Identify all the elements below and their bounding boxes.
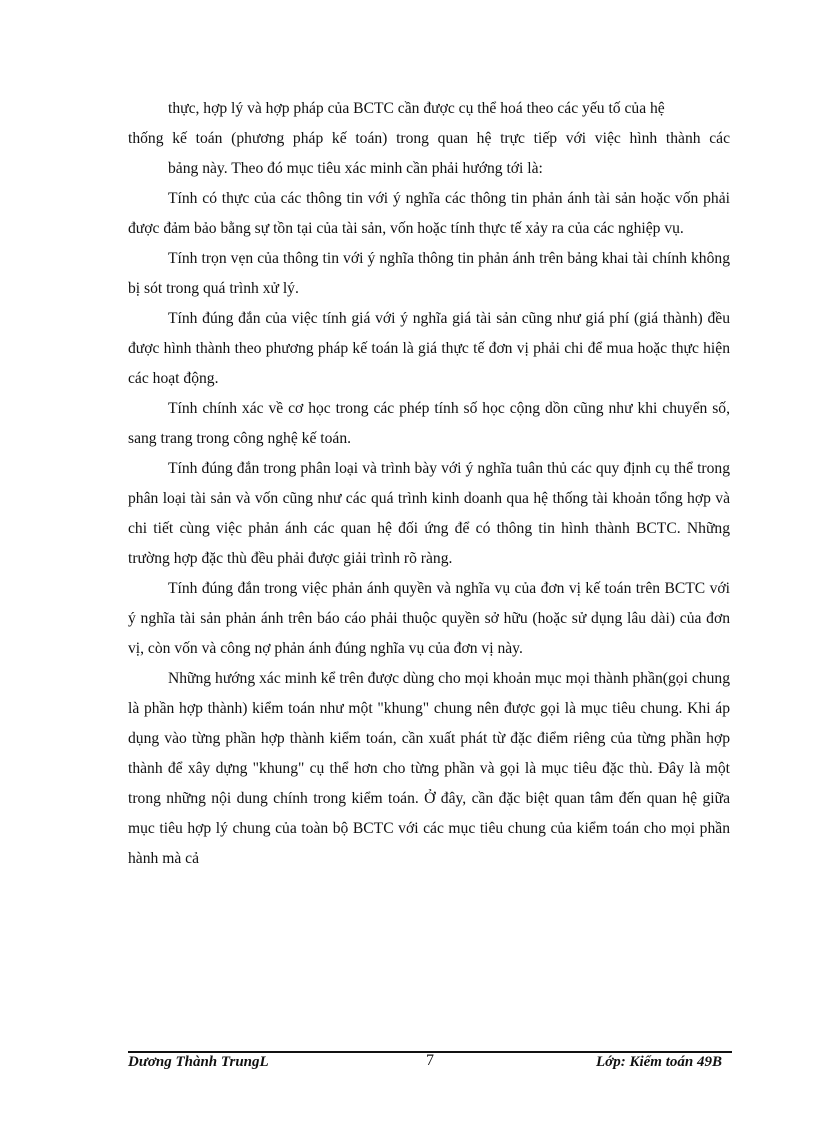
page-number: 7 — [426, 1052, 434, 1069]
paragraph-6: Tính đúng đắn của việc tính giá với ý nghĩa giá tài sản cũng như giá phí (giá thành) đều được hình thành theo phương pháp kế toán là giá thực tế đơn vị phải chi để mua hoặc thực hiện các hoạt động. — [128, 310, 730, 387]
paragraph-5: Tính trọn vẹn của thông tin với ý nghĩa thông tin phản ánh trên bảng khai tài chính không bị sót trong quá trình xử lý. — [128, 250, 730, 297]
footer-author: Dương Thành TrungL — [128, 1054, 269, 1070]
page-footer — [128, 1054, 732, 1078]
footer-class-label: Lớp: Kiểm toán 49B — [596, 1054, 722, 1070]
body-text — [128, 94, 730, 874]
paragraph-7: Tính chính xác về cơ học trong các phép tính số học cộng dồn cũng như khi chuyển số, sang trang trong công nghệ kế toán. — [128, 400, 730, 447]
paragraph-9: Tính đúng đắn trong việc phản ánh quyền và nghĩa vụ của đơn vị kế toán trên BCTC với ý nghĩa tài sản phản ánh trên báo cáo phải thuộc quyền sở hữu (hoặc sử dụng lâu dài) của đơn vị, còn vốn và công nợ phản ánh đúng nghĩa vụ của đơn vị này. — [128, 580, 730, 657]
paragraph-3: bảng này. Theo đó mục tiêu xác minh cần phải hướng tới là: — [168, 160, 543, 177]
paragraph-4: Tính có thực của các thông tin với ý nghĩa các thông tin phản ánh tài sản hoặc vốn phải được đảm bảo bằng sự tồn tại của tài sản, vốn hoặc tính thực tế xảy ra của các nghiệp vụ. — [128, 190, 730, 237]
paragraph-1: thực, hợp lý và hợp pháp của BCTC cần được cụ thể hoá theo các yếu tố của hệ — [168, 100, 665, 117]
paragraph-2: thống kế toán (phương pháp kế toán) trong quan hệ trực tiếp với việc hình thành các — [128, 130, 730, 147]
paragraph-10: Những hướng xác minh kể trên được dùng cho mọi khoản mục mọi thành phần(gọi chung là phần hợp thành) kiểm toán như một "khung" chung nên được gọi là mục tiêu chung. Khi áp dụng vào từng phần hợp thành kiểm toán, cần xuất phát từ đặc điểm riêng của từng phần hợp thành để xây dựng "khung" cụ thể hơn cho từng phần và gọi là mục tiêu đặc thù. Đây là một trong những nội dung chính trong kiểm toán. Ở đây, cần đặc biệt quan tâm đến quan hệ giữa mục tiêu hợp lý chung của toàn bộ BCTC với các mục tiêu chung của kiểm toán cho mọi phần hành mà cả — [128, 670, 730, 867]
paragraph-8: Tính đúng đắn trong phân loại và trình bày với ý nghĩa tuân thủ các quy định cụ thể trong phân loại tài sản và vốn cũng như các quá trình kinh doanh qua hệ thống tài khoản tổng hợp và chi tiết cùng việc phản ánh các quan hệ đối ứng để có thông tin hình thành BCTC. Những trường hợp đặc thù đều phải được giải trình rõ ràng. — [128, 460, 730, 567]
